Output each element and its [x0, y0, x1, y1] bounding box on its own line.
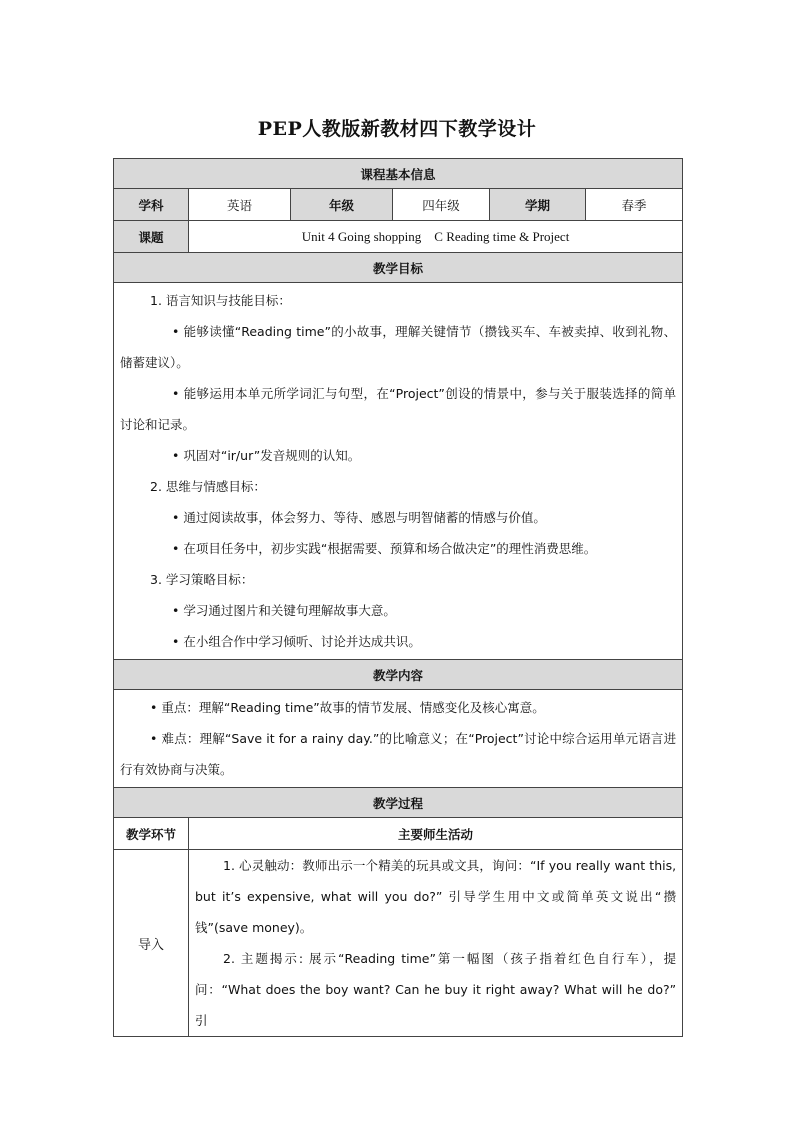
objectives-body — [114, 283, 683, 660]
topic-label: 课题 — [114, 221, 189, 253]
activity-paragraph: 1. 心灵触动：教师出示一个精美的玩具或文具，询问：“If you really want this, but it’s expensive, what will you do?” 引导学生用中文或简单英文说出“攒钱”(save money)。 — [195, 858, 677, 935]
activity-paragraph: 2. 主题揭示: 展示“Reading time”第一幅图（孩子指着红色自行车），提问：“What does the boy want? Can he buy it right away? What will he do?” 引 — [195, 951, 677, 1028]
objective-item: • 通过阅读故事，体会努力、等待、感恩与明智储蓄的情感与价值。 — [172, 510, 546, 525]
objectives-header: 教学目标 — [114, 253, 683, 283]
objective-heading: 2. 思维与情感目标： — [150, 479, 266, 494]
subject-label: 学科 — [114, 189, 189, 221]
objective-item: • 能够读懂“Reading time”的小故事，理解关键情节（攒钱买车、车被卖掉、收到礼物、储蓄建议）。 — [120, 324, 677, 370]
page-title: PEP人教版新教材四下教学设计 — [257, 118, 537, 140]
stage-column-header: 教学环节 — [114, 818, 189, 850]
objective-heading: 1. 语言知识与技能目标： — [150, 293, 291, 308]
process-header: 教学过程 — [114, 788, 683, 818]
objective-item: • 能够运用本单元所学词汇与句型，在“Project”创设的情景中，参与关于服装选择的简单讨论和记录。 — [120, 386, 677, 432]
subject-value: 英语 — [189, 189, 291, 221]
objective-heading: 3. 学习策略目标： — [150, 572, 254, 587]
objective-item: • 巩固对“ir/ur”发音规则的认知。 — [172, 448, 361, 463]
content-item: • 难点：理解“Save it for a rainy day.”的比喻意义；在“Project”讨论中综合运用单元语言进行有效协商与决策。 — [120, 731, 677, 777]
content-item: • 重点：理解“Reading time”故事的情节发展、情感变化及核心寓意。 — [150, 700, 545, 715]
term-value: 春季 — [586, 189, 683, 221]
activity-column-header: 主要师生活动 — [189, 818, 683, 850]
topic-value: Unit 4 Going shopping C Reading time & Project — [189, 221, 683, 253]
lesson-plan-table — [113, 158, 683, 1037]
basic-info-header: 课程基本信息 — [114, 159, 683, 189]
activity-cell — [189, 850, 683, 1037]
objective-item: • 在项目任务中，初步实践“根据需要、预算和场合做决定”的理性消费思维。 — [172, 541, 597, 556]
content-header: 教学内容 — [114, 660, 683, 690]
process-row — [114, 850, 683, 1037]
grade-value: 四年级 — [393, 189, 490, 221]
term-label: 学期 — [490, 189, 586, 221]
grade-label: 年级 — [291, 189, 393, 221]
content-body — [114, 690, 683, 788]
objective-item: • 在小组合作中学习倾听、讨论并达成共识。 — [172, 634, 421, 649]
objective-item: • 学习通过图片和关键句理解故事大意。 — [172, 603, 396, 618]
stage-cell: 导入 — [114, 850, 189, 1037]
